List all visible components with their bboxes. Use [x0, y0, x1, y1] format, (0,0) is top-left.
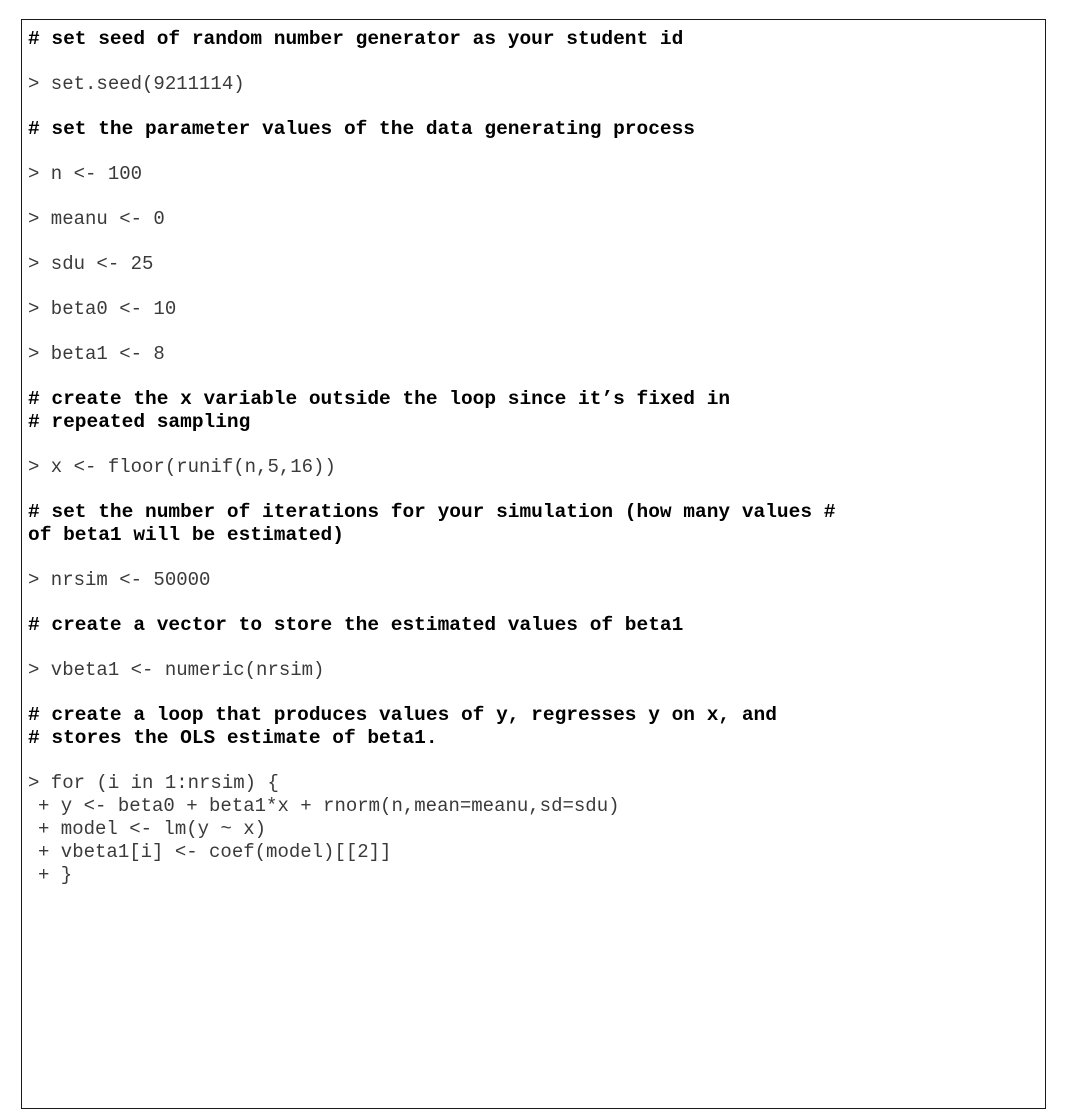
- code-line: > for (i in 1:nrsim) {: [28, 772, 279, 794]
- comment-line: # create the x variable outside the loop since it’s fixed in: [28, 388, 731, 410]
- code-line: + model <- lm(y ~ x): [38, 818, 267, 840]
- code-line: > beta0 <- 10: [28, 298, 177, 320]
- comment-line: # repeated sampling: [28, 411, 251, 433]
- code-line: + vbeta1[i] <- coef(model)[[2]]: [38, 841, 392, 863]
- code-block: [28, 28, 1028, 887]
- code-line: > n <- 100: [28, 163, 143, 185]
- comment-line: # set the number of iterations for your simulation (how many values #: [28, 501, 836, 523]
- comment-line: # set seed of random number generator as your student id: [28, 28, 684, 50]
- comment-line: # create a loop that produces values of y, regresses y on x, and: [28, 704, 777, 726]
- code-line: > x <- floor(runif(n,5,16)): [28, 456, 336, 478]
- code-line: + }: [38, 864, 73, 886]
- comment-line: of beta1 will be estimated): [28, 524, 344, 546]
- code-line: > set.seed(9211114): [28, 73, 245, 95]
- code-line: > beta1 <- 8: [28, 343, 165, 365]
- comment-line: # stores the OLS estimate of beta1.: [28, 727, 438, 749]
- code-line: + y <- beta0 + beta1*x + rnorm(n,mean=meanu,sd=sdu): [38, 795, 620, 817]
- code-frame: [21, 19, 1046, 1109]
- code-line: > meanu <- 0: [28, 208, 165, 230]
- code-line: > nrsim <- 50000: [28, 569, 211, 591]
- code-line: > sdu <- 25: [28, 253, 154, 275]
- comment-line: # create a vector to store the estimated values of beta1: [28, 614, 684, 636]
- code-line: > vbeta1 <- numeric(nrsim): [28, 659, 325, 681]
- comment-line: # set the parameter values of the data generating process: [28, 118, 696, 140]
